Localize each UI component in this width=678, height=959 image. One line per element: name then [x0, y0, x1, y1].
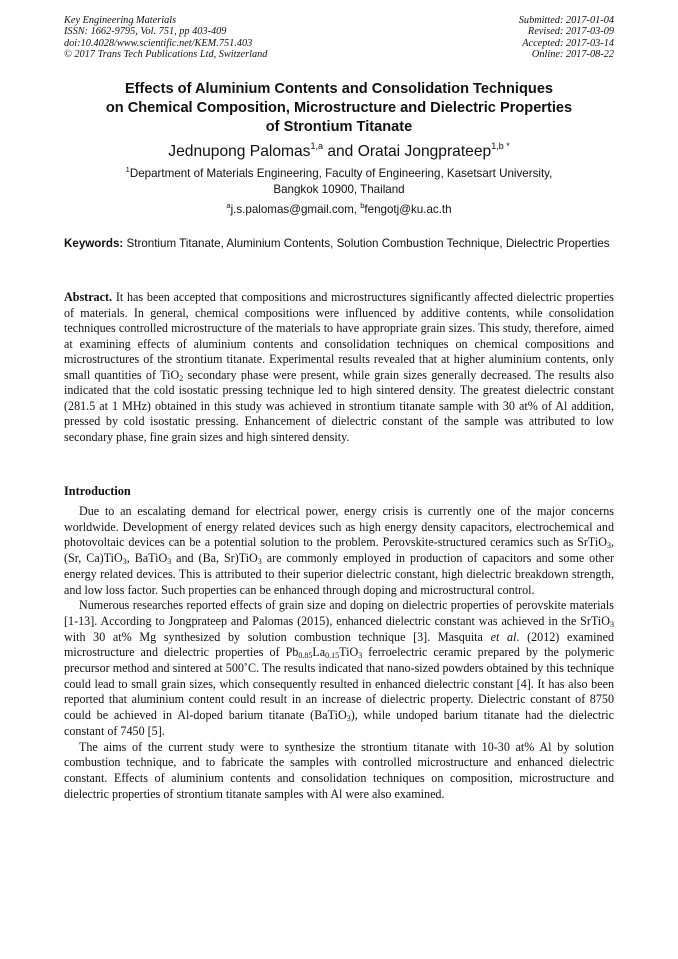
affiliation-line-1: Department of Materials Engineering, Faculty of Engineering, Kasetsart University,: [129, 167, 553, 180]
affiliation-superscript: 1: [125, 165, 130, 174]
introduction-body: [64, 504, 614, 802]
affiliation: [90, 166, 588, 198]
abstract: [64, 290, 614, 445]
author-name: Oratai Jongprateep: [357, 143, 492, 160]
subscript: 2: [179, 373, 184, 383]
email-link[interactable]: fengotj@ku.ac.th: [364, 203, 452, 216]
abstract-label: Abstract.: [64, 290, 113, 304]
author-superscript: 1,a: [310, 141, 323, 151]
submitted-date: Submitted: 2017-01-04: [518, 15, 614, 26]
revised-date: Revised: 2017-03-09: [527, 26, 614, 38]
author-conjunction: and: [323, 143, 358, 160]
author-emails: [60, 202, 618, 218]
title-line-1: Effects of Aluminium Contents and Consolidation Techniques: [124, 81, 554, 97]
journal-info: [64, 15, 267, 61]
paper-title: [60, 80, 618, 137]
email-superscript: a: [226, 201, 231, 210]
publication-dates: [519, 15, 614, 61]
abstract-text: It has been accepted that compositions and microstructures significantly affected dielectric properties of materials. In general, chemical compositions were influenced by additive contents, while consolidation techniques controlled microstructure of the materials to have appropriate grain sizes. This study, therefore, aimed at examining effects of aluminium contents and consolidation techniques on chemical compositions and microstructures of the strontium titanate. Experimental results revealed that at higher aluminium contents, only small quantities of TiO: [64, 290, 614, 382]
author-name: Jednupong Palomas: [168, 143, 311, 160]
author-list: [60, 142, 618, 161]
online-date: Online: 2017-08-22: [531, 49, 614, 61]
paragraph: Due to an escalating demand for electrical power, energy crisis is currently one of the major concerns worldwide. Development of energy related devices such as high energy density capacitors, electrochemical and photovoltaic devices can be a potential solution to the problem. Perovskite-structured ceramics such as SrTiO$_3$, (Sr, Ca)TiO$_3$, BaTiO$_3$ and (Ba, Sr)TiO$_3$ are commonly employed in production of capacitors and some other energy related devices. This is attributed to their superior dielectric constant, high dielectric breakdown strength, and low loss factor. Such properties can be enhanced through doping and microstructural control.: [64, 504, 614, 597]
paragraph: Numerous researches reported effects of grain size and doping on dielectric properties of perovskite materials [1-13]. According to Jongprateep and Palomas (2015), enhanced dielectric constant was achieved in the SrTiO$_3$ with 30 at% Mg synthesized by solution combustion technique [3]. Masquita et al. (2012) examined microstructure and dielectric properties of $Pb_{0.85}La_{0.15}TiO_3$ ferroelectric ceramic prepared by the polymeric precursor method and sintered at 500˚C. The results indicated that nano-sized powders obtained by this technique could lead to small grain sizes, which consequently resulted in enhanced dielectric constant [4]. It has also been reported that aluminium content could result in an increase of dielectric property. Dielectric constant of 8750 could be achieved in Al-doped barium titanate (BaTiO$_3$), while undoped barium titanate had the dielectric constant of 7450 [5].: [64, 598, 614, 738]
keywords: [64, 236, 614, 252]
paragraph: The aims of the current study were to synthesize the strontium titanate with 10-30 at% Al by solution combustion technique, and to fabricate the samples with controlled microstructure and enhanced dielectric constant. Effects of aluminium contents and consolidation techniques on composition, microstructure and dielectric properties of strontium titanate samples with Al were also examined.: [64, 739, 614, 801]
abstract-text: secondary phase were present, while grain sizes generally decreased. The results also indicated that the cold isostatic pressing technique led to high sintered density. The greatest dielectric constant (281.5 at 1 MHz) obtained in this study was achieved in strontium titanate sample with 30 at% of Al addition, pressed by cold isostatic pressing. Enhancement of dielectric constant of the sample was attributed to low secondary phase, fine grain sizes and high sintered density.: [64, 367, 614, 444]
copyright: © 2017 Trans Tech Publications Ltd, Switzerland: [64, 49, 268, 61]
section-heading: Introduction: [64, 484, 131, 498]
email-link[interactable]: j.s.palomas@gmail.com,: [230, 203, 361, 216]
issn: ISSN: 1662-9795, Vol. 751, pp 403-409: [64, 26, 227, 38]
author-superscript: 1,b *: [491, 141, 510, 151]
affiliation-line-2: Bangkok 10900, Thailand: [273, 183, 405, 196]
keywords-label: Keywords:: [64, 237, 124, 250]
title-line-2: on Chemical Composition, Microstructure and Dielectric Properties: [105, 100, 573, 116]
keywords-text: Strontium Titanate, Aluminium Contents, Solution Combustion Technique, Dielectric Properties: [123, 237, 610, 250]
doi: doi:10.4028/www.scientific.net/KEM.751.403: [64, 37, 253, 49]
accepted-date: Accepted: 2017-03-14: [522, 37, 614, 49]
email-superscript: b: [360, 201, 365, 210]
title-line-3: of Strontium Titanate: [265, 119, 413, 135]
journal-name: Key Engineering Materials: [64, 15, 177, 26]
